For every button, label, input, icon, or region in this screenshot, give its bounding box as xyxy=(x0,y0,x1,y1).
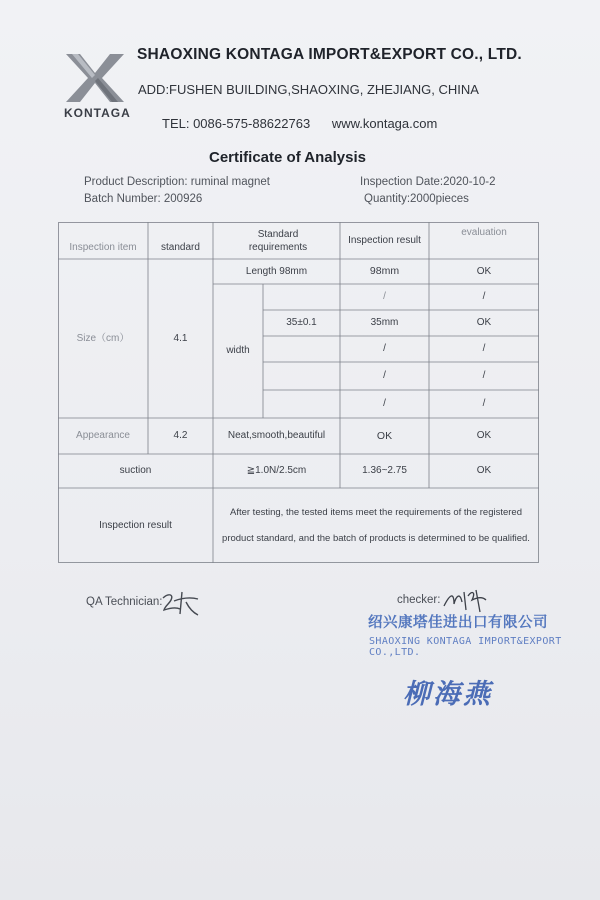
width-row-3-evaluation: / xyxy=(482,343,486,355)
header-standard-requirements: Standard requirements xyxy=(248,228,308,253)
header-standard: standard xyxy=(161,241,200,253)
kontaga-logo-icon xyxy=(62,48,128,106)
length-evaluation: OK xyxy=(476,265,492,277)
name-seal: 柳海燕 xyxy=(403,679,493,710)
width-row-3-result: / xyxy=(383,343,386,355)
suction-item: suction xyxy=(119,465,152,477)
company-website: www.kontaga.com xyxy=(331,116,438,131)
conclusion-item: Inspection result xyxy=(99,519,172,531)
suction-result: 1.36~2.75 xyxy=(362,465,407,477)
batch-number: Batch Number: 200926 xyxy=(84,193,203,205)
width-row-3-requirement xyxy=(263,336,340,362)
header-inspection-result: Inspection result xyxy=(348,235,421,247)
width-row-2-evaluation: OK xyxy=(476,317,492,329)
header-inspection-item: Inspection item xyxy=(69,241,137,253)
length-requirement: Length 98mm xyxy=(245,265,308,277)
width-row-4-requirement xyxy=(263,362,340,390)
width-row-4-result: / xyxy=(383,370,386,382)
appearance-requirement: Neat,smooth,beautiful xyxy=(227,430,326,442)
width-row-2-requirement: 35±0.1 xyxy=(286,317,317,329)
company-contact xyxy=(162,116,455,131)
document-title: Certificate of Analysis xyxy=(209,149,366,166)
appearance-standard: 4.2 xyxy=(173,430,188,442)
company-address: ADD:FUSHEN BUILDING,SHAOXING, ZHEJIANG, CHINA xyxy=(138,82,479,97)
width-row-4-evaluation: / xyxy=(482,370,486,382)
product-description: Product Description: ruminal magnet xyxy=(84,176,270,188)
suction-evaluation: OK xyxy=(476,465,492,477)
conclusion-text: After testing, the tested items meet the requirements of the registered product standard, and the batch of products is determined to be qualified. xyxy=(222,506,530,544)
inspection-date: Inspection Date:2020-10-2 xyxy=(360,176,496,188)
size-standard: 4.1 xyxy=(173,332,188,344)
size-item: Size（cm） xyxy=(76,332,130,344)
width-row-1-evaluation: / xyxy=(482,291,486,303)
width-row-5-result: / xyxy=(383,398,386,410)
appearance-item: Appearance xyxy=(76,430,130,442)
logo-text: KONTAGA xyxy=(64,106,131,120)
company-stamp-english: SHAOXING KONTAGA IMPORT&EXPORT CO.,LTD. xyxy=(369,636,562,658)
width-row-2-result: 35mm xyxy=(370,317,399,329)
length-result: 98mm xyxy=(369,265,400,278)
company-name: SHAOXING KONTAGA IMPORT&EXPORT CO., LTD. xyxy=(137,46,522,63)
qa-signature-icon xyxy=(160,588,202,623)
width-row-1-result: / xyxy=(383,291,386,303)
quantity: Quantity:2000pieces xyxy=(364,193,469,205)
appearance-result: OK xyxy=(376,429,393,442)
qa-technician-label: QA Technician: xyxy=(86,596,163,608)
company-stamp-chinese: 绍兴康塔佳进出口有限公司 xyxy=(368,615,548,631)
company-tel: TEL: 0086-575-88622763 xyxy=(162,116,311,131)
analysis-table xyxy=(58,222,539,563)
width-row-5-evaluation: / xyxy=(482,398,486,410)
appearance-evaluation: OK xyxy=(476,430,492,442)
checker-label: checker: xyxy=(397,594,441,606)
suction-requirement: ≧1.0N/2.5cm xyxy=(246,465,307,477)
header-evaluation: evaluation xyxy=(461,227,507,239)
width-row-5-requirement xyxy=(263,390,340,418)
width-row-1-requirement xyxy=(263,284,340,310)
width-label: width xyxy=(226,345,250,357)
